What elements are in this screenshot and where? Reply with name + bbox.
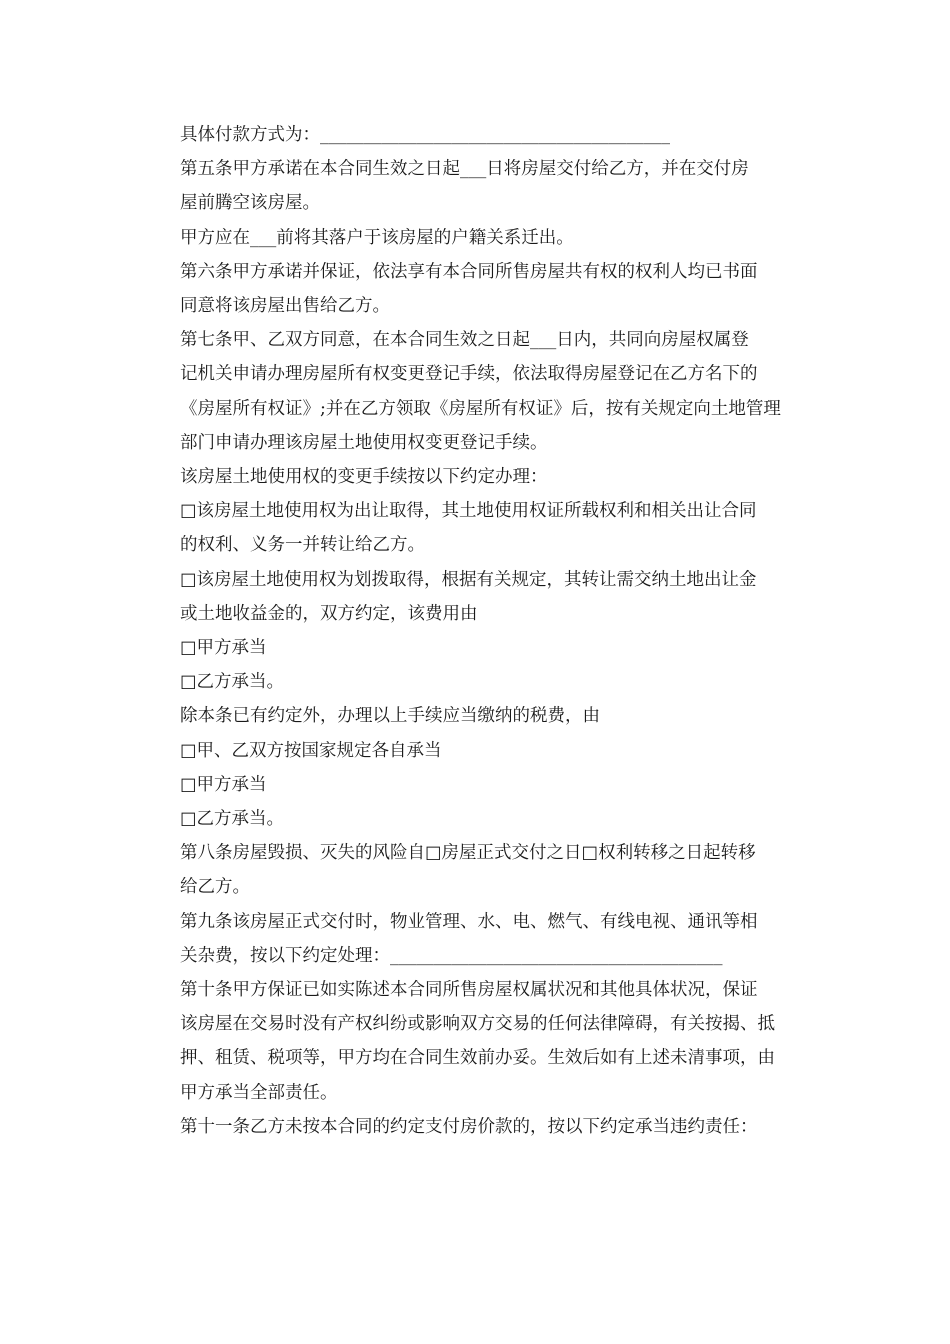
paragraph-line: 或土地收益金的，双方约定，该费用由 [180,603,478,624]
paragraph-line: 第十一条乙方未按本合同的约定支付房价款的，按以下约定承当违约责任： [180,1116,758,1137]
paragraph-line: 该房屋土地使用权的变更手续按以下约定办理： [180,467,548,488]
contract-paragraph [145,734,805,768]
paragraph-line: 记机关申请办理房屋所有权变更登记手续，依法取得房屋登记在乙方名下的 [180,364,758,385]
paragraph-line: 具体付款方式为：________________________________________ [180,125,670,145]
contract-paragraph [145,699,805,733]
contract-paragraph [145,152,805,220]
contract-paragraph [145,221,805,255]
paragraph-line: 该房屋在交易时没有产权纠纷或影响双方交易的任何法律障碍，有关按揭、抵 [180,1014,775,1035]
paragraph-line: □该房屋土地使用权为出让取得，其土地使用权证所载权利和相关出让合同 [180,501,757,522]
paragraph-line: 《房屋所有权证》;并在乙方领取《房屋所有权证》后，按有关规定向土地管理 [180,398,781,419]
contract-paragraph [145,631,805,665]
paragraph-line: □该房屋土地使用权为划拨取得，根据有关规定，其转让需交纳土地出让金 [180,569,757,590]
paragraph-line: 第九条该房屋正式交付时，物业管理、水、电、燃气、有线电视、通讯等相 [180,911,758,932]
paragraph-line: 第七条甲、乙双方同意，在本合同生效之日起___日内，共同向房屋权属登 [180,330,749,351]
paragraph-line: 甲方承当全部责任。 [180,1082,338,1103]
contract-paragraph [145,1110,805,1144]
contract-paragraph [145,836,805,904]
paragraph-line: 押、租赁、税项等，甲方均在合同生效前办妥。生效后如有上述未清事项，由 [180,1048,775,1069]
paragraph-line: 的权利、义务一并转让给乙方。 [180,535,425,556]
paragraph-line: 除本条已有约定外，办理以上手续应当缴纳的税费，由 [180,706,600,727]
paragraph-line: 第六条甲方承诺并保证，依法享有本合同所售房屋共有权的权利人均已书面 [180,261,758,282]
paragraph-line: 甲方应在___前将其落户于该房屋的户籍关系迁出。 [180,227,574,248]
contract-paragraph [145,255,805,323]
contract-paragraph [145,460,805,494]
paragraph-line: □甲方承当 [180,638,267,659]
paragraph-line: 关杂费，按以下约定处理：______________________________________ [180,945,723,966]
contract-paragraph [145,323,805,460]
paragraph-line: 第十条甲方保证已如实陈述本合同所售房屋权属状况和其他具体状况，保证 [180,980,758,1001]
contract-paragraph [145,665,805,699]
paragraph-line: 第五条甲方承诺在本合同生效之日起___日将房屋交付给乙方，并在交付房 [180,159,749,180]
contract-paragraph [145,802,805,836]
paragraph-line: □乙方承当。 [180,672,285,693]
paragraph-line: □甲方承当 [180,774,267,795]
contract-paragraph [145,118,805,152]
paragraph-line: 给乙方。 [180,877,250,898]
paragraph-line: □乙方承当。 [180,809,285,830]
contract-paragraph [145,973,805,1110]
paragraph-line: 同意将该房屋出售给乙方。 [180,296,390,317]
document-page [145,118,805,1144]
paragraph-line: 屋前腾空该房屋。 [180,193,320,214]
contract-paragraph [145,768,805,802]
contract-paragraph [145,494,805,562]
paragraph-line: □甲、乙双方按国家规定各自承当 [180,740,442,761]
paragraph-line: 部门申请办理该房屋土地使用权变更登记手续。 [180,432,548,453]
contract-paragraph [145,905,805,973]
paragraph-line: 第八条房屋毁损、灭失的风险自□房屋正式交付之日□权利转移之日起转移 [180,843,756,864]
contract-paragraph [145,563,805,631]
